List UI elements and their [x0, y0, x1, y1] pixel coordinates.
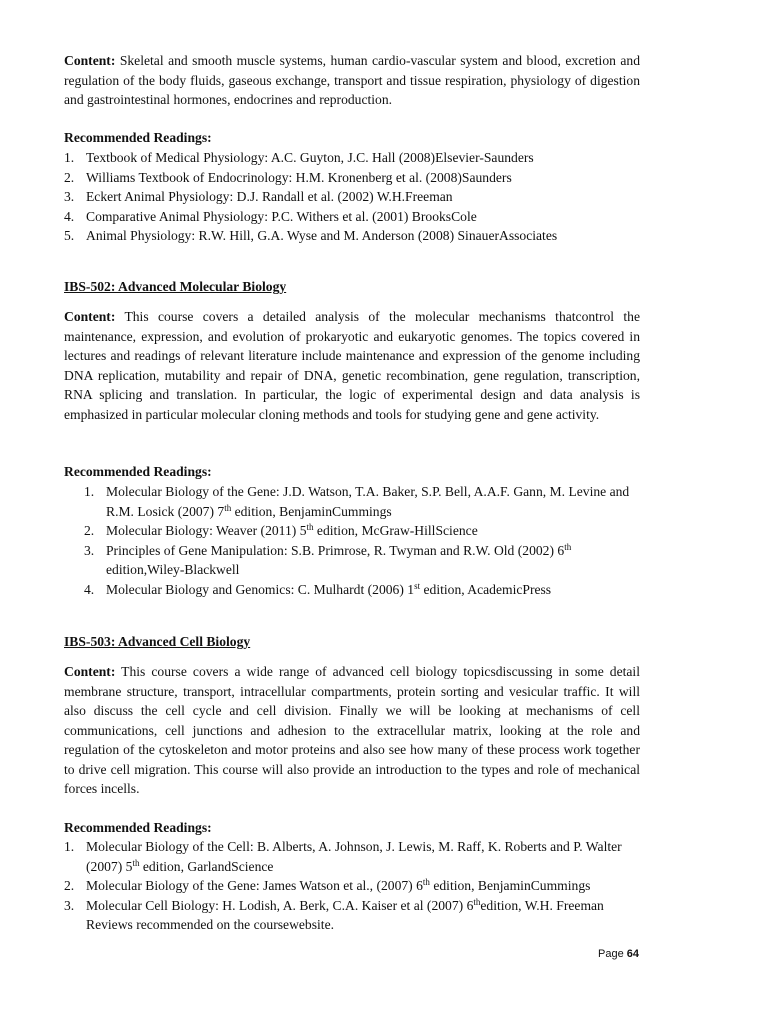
list-number: 5.	[64, 228, 75, 243]
list-number: 1.	[64, 150, 75, 165]
section1-readings-list	[64, 148, 640, 246]
section3-content	[64, 662, 640, 799]
list-text: Williams Textbook of Endocrinology: H.M. Kronenberg et al. (2008)Saunders	[86, 169, 512, 185]
list-number: 2.	[64, 169, 75, 185]
list-item: 3. Molecular Cell Biology: H. Lodish, A. Berk, C.A. Kaiser et al (2007) 6thedition, W.H. Freeman Reviews recommended on the coursewebsite.	[64, 896, 604, 932]
list-item: 3. Principles of Gene Manipulation: S.B. Primrose, R. Twyman and R.W. Old (2002) 6th edition,Wiley-Blackwell	[84, 541, 572, 577]
content-label: Content:	[64, 664, 116, 679]
list-item	[64, 187, 640, 207]
list-item: 2. Molecular Biology of the Gene: James Watson et al., (2007) 6th edition, BenjaminCummings	[64, 877, 591, 893]
content-text: Skeletal and smooth muscle systems, human cardio-vascular system and blood, excretion and regulation of the body fluids, gaseous exchange, transport and tissue respiration, physiology of digestion and gastrointestinal hormones, endocrines and reproduction.	[64, 53, 640, 107]
section2-content	[64, 307, 640, 424]
list-item: 4. Molecular Biology and Genomics: C. Mulhardt (2006) 1st edition, AcademicPress	[84, 580, 552, 597]
page-number	[598, 948, 639, 960]
list-item: 1. Molecular Biology of the Cell: B. Alberts, A. Johnson, J. Lewis, M. Raff, K. Roberts and P. Walter (2007) 5th edition, GarlandScience	[64, 839, 622, 874]
list-text: Eckert Animal Physiology: D.J. Randall et al. (2002) W.H.Freeman	[86, 189, 453, 204]
list-number: 4.	[64, 208, 75, 224]
section1-readings-heading: Recommended Readings:	[64, 130, 212, 145]
list-number: 3.	[64, 189, 75, 204]
list-item: 2. Molecular Biology: Weaver (2011) 5th edition, McGraw-HillScience	[84, 522, 478, 538]
section2-readings-list	[64, 482, 644, 599]
list-item	[64, 226, 640, 246]
list-text: Animal Physiology: R.W. Hill, G.A. Wyse and M. Anderson (2008) SinauerAssociates	[86, 228, 558, 243]
list-text: Comparative Animal Physiology: P.C. Withers et al. (2001) BrooksCole	[86, 208, 477, 224]
page-label: Page	[598, 948, 624, 960]
content-label: Content:	[64, 53, 116, 68]
list-text: Textbook of Medical Physiology: A.C. Guyton, J.C. Hall (2008)Elsevier-Saunders	[86, 150, 534, 165]
section2-heading: IBS-502: Advanced Molecular Biology	[64, 279, 287, 294]
list-item	[64, 168, 640, 188]
list-item	[64, 207, 640, 227]
section3-readings-heading: Recommended Readings:	[64, 820, 212, 835]
content-label: Content:	[64, 309, 116, 324]
content-text: This course covers a detailed analysis of the molecular mechanisms thatcontrol the maintenance, expression, and evolution of prokaryotic and eukaryotic genomes. The topics covered in lectures and readings of relevant literature include maintenance and expression of the genome including DNA replication, mutability and repair of DNA, genetic recombination, gene regulation, transcription, RNA splicing and translation. In particular, the logic of experimental design and data analysis is emphasized in particular molecular cloning methods and tools for studying gene and gene activity.	[64, 309, 640, 422]
list-item	[64, 148, 640, 168]
section2-readings-heading: Recommended Readings:	[64, 464, 212, 479]
page-number-value: 64	[626, 948, 640, 960]
section1-content	[64, 51, 640, 110]
list-item: 1. Molecular Biology of the Gene: J.D. Watson, T.A. Baker, S.P. Bell, A.A.F. Gann, M. Levine and R.M. Losick (2007) 7th edition, BenjaminCummings	[84, 484, 630, 519]
section3-readings-list	[64, 837, 640, 935]
content-text: This course covers a wide range of advanced cell biology topicsdiscussing in some detail membrane structure, transport, intracellular compartments, protein sorting and vesicular traffic. It will also discuss the cell cycle and cell division. Finally we will be looking at mechanisms of cell communications, cell junctions and adhesion to the extracellular matrix, looking at the role and regulation of the cytoskeleton and motor proteins and also see how many of these process work together to drive cell migration. This course will also provide an introduction to the types and role of mechanical forces incells.	[64, 664, 640, 796]
section3-heading: IBS-503: Advanced Cell Biology	[64, 634, 251, 649]
